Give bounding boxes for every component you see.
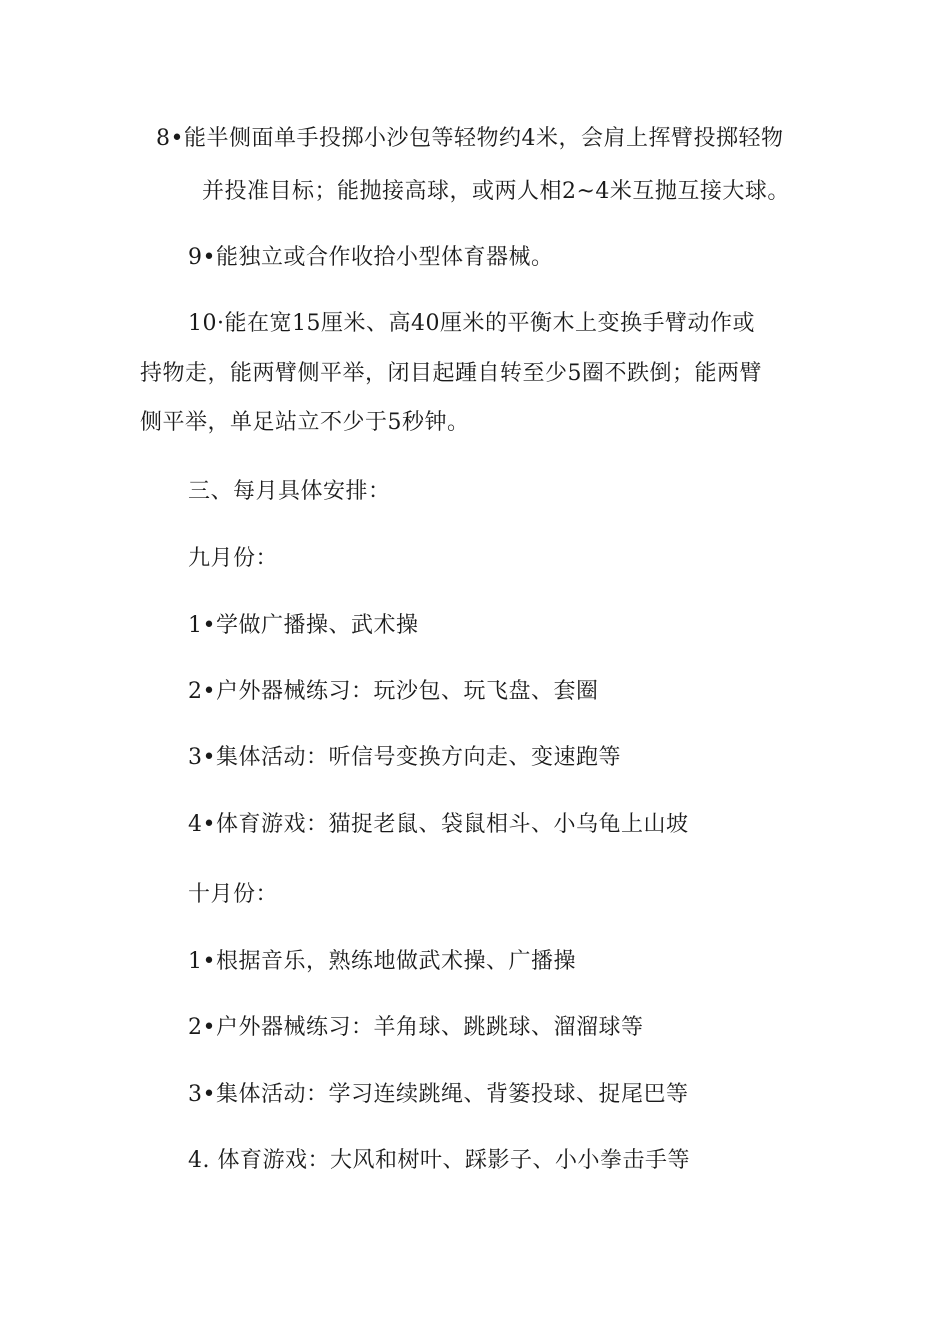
october-item-4: 4. 体育游戏：大风和树叶、踩影子、小小拳击手等	[188, 1148, 690, 1173]
october-item-3: 3•集体活动：学习连续跳绳、背篓投球、捉尾巴等	[188, 1082, 689, 1107]
september-item-4: 4•体育游戏：猫捉老鼠、袋鼠相斗、小乌龟上山坡	[188, 812, 689, 837]
item-9: 9•能独立或合作收拾小型体育器械。	[188, 245, 554, 270]
item-10-line-1: 10·能在宽15厘米、高40厘米的平衡木上变换手臂动作或	[188, 311, 755, 336]
september-heading: 九月份：	[188, 546, 279, 571]
item-10-line-3: 侧平举，单足站立不少于5秒钟。	[140, 410, 470, 435]
item-10-line-2: 持物走，能两臂侧平举，闭目起踵自转至少5圈不跌倒；能两臂	[140, 361, 762, 386]
section-3-heading: 三、每月具体安排：	[188, 479, 391, 504]
october-item-2: 2•户外器械练习：羊角球、跳跳球、溜溜球等	[188, 1015, 644, 1040]
item-8-line-1: 8•能半侧面单手投掷小沙包等轻物约4米，会肩上挥臂投掷轻物	[156, 126, 784, 151]
item-8-line-2: 并投准目标；能抛接高球，或两人相2~4米互抛互接大球。	[202, 179, 790, 204]
october-item-1: 1•根据音乐，熟练地做武术操、广播操	[188, 949, 576, 974]
october-heading: 十月份：	[188, 882, 279, 907]
september-item-1: 1•学做广播操、武术操	[188, 613, 419, 638]
september-item-3: 3•集体活动：听信号变换方向走、变速跑等	[188, 745, 621, 770]
september-item-2: 2•户外器械练习：玩沙包、玩飞盘、套圈	[188, 679, 599, 704]
